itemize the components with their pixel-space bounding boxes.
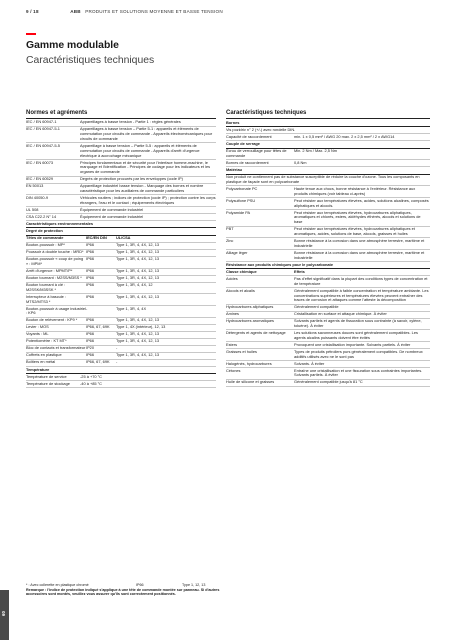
standards-table: [26, 120, 216, 221]
row-label: IEC / EN 60529: [26, 176, 54, 182]
table-cell: Type 1, 3R, 4, 4X, 12, 13: [116, 338, 160, 344]
table-row: [226, 276, 430, 288]
row-label: IEC / EN 60947-5-5: [26, 142, 60, 148]
table-row: [226, 361, 430, 368]
row-label: Capacité de raccordement: [226, 133, 272, 139]
row-label: Hydrocarbures aliphatiques: [226, 304, 274, 310]
table-row: [226, 186, 430, 198]
table-cell: IP66: [86, 317, 95, 323]
row-value: Peut résister aux températures élevées, hydrocarbures aliphatiques, aromatiques et chlorés, esters, aldéhydes éthérés, alcools et solutions de base: [294, 209, 421, 225]
table-cell: -: [86, 305, 88, 311]
row-label: Halogénés, hydrocarbures: [226, 360, 272, 366]
row-value: Véhicules routiers ; indices de protection (code IP) ; protection contre les corps étrangers, l'eau et le contact ; équipements électriques: [80, 194, 216, 205]
table-row: [26, 360, 216, 367]
footnote-label: * : Avec collerette en plastique chromé: [26, 583, 89, 587]
footnote-remark: Remarque : l'indice de protection indiqué s'applique à une tête de commande montée sur panneau. Si d'autres accessoires sont montés, veuillez vous assurer qu'ils sont correctement positionnés.: [26, 587, 220, 597]
table-cell: Levier : MOS: [26, 324, 49, 330]
table-cell: IP66: [86, 331, 95, 337]
table-row: [26, 143, 216, 160]
row-label: UL 508: [26, 206, 39, 212]
table-row: [226, 238, 430, 250]
chemical-heading: Résistance aux produits chimiques pour le polycarbonate: [226, 262, 430, 269]
col-header: UL/CSA: [116, 235, 131, 241]
table-cell: Bouton tournant à clé : M2SSK/M3SSK *: [26, 282, 66, 292]
table-cell: IP66: [86, 249, 95, 255]
row-value: Équipement de commande industriel: [80, 206, 144, 212]
row-label: Amines: [226, 311, 239, 317]
couple-table: [226, 149, 430, 168]
row-value: Bonne résistance à la corrosion dans une atmosphère terrestre, maritime et industrielle: [294, 249, 425, 260]
protection-heading: Degré de protection: [26, 228, 216, 235]
materiau-intro: Non produit ne contiennent pas de substance susceptible de réduire la couche d'ozone. Tous les composants en plastique de façade sont en polycarbonate: [226, 175, 430, 187]
table-row: [26, 195, 216, 207]
row-label: IEC / EN 60947-5-1: [26, 126, 60, 132]
table-cell: Boîtiers en métal: [26, 359, 56, 365]
row-value: Principes fondamentaux et de sécurité pour l'interface homme-machine, le marquage et l'identification - Principes de codage pour les indicateurs et les organes de commande: [80, 159, 211, 175]
page-side-tab: [0, 590, 9, 640]
row-label: Esters: [226, 341, 238, 347]
table-row: [226, 160, 430, 167]
page-header: [26, 9, 223, 14]
row-label: Polyamide PA: [226, 209, 251, 215]
bornes-heading: Bornes: [226, 120, 430, 127]
row-value: Haute tenue aux chocs, bonne résistance à l'extérieur. Résistance aux produits chimiques (voir tableau ci-après): [294, 186, 416, 196]
table-row: [26, 127, 216, 144]
row-label: EN 50013: [26, 183, 44, 189]
row-value: Min. 2 Nm / Max. 2,5 Nm: [294, 148, 338, 154]
table-row: [26, 381, 216, 388]
table-cell: Type 1, 3R, 4, 4X, 12, 13: [116, 352, 160, 358]
row-value: Bonne résistance à la corrosion dans une atmosphère terrestre, maritime et industrielle: [294, 238, 425, 248]
row-value: -25 à +70 °C: [80, 373, 102, 379]
table-row: [26, 214, 216, 221]
row-label: DIN 40050-9: [26, 194, 49, 200]
footnote: [26, 583, 226, 597]
row-value: Types de produits pétroliers purs généralement compatibles. De nombreux additifs utilisés avec ne le sont pas: [294, 348, 423, 359]
row-label: Cétones: [226, 367, 241, 373]
row-label: Bornes de raccordement: [226, 159, 269, 165]
row-label: Détergents et agents de nettoyage: [226, 330, 286, 336]
table-cell: Type 1, 4X (intérieur), 12, 13: [116, 324, 166, 330]
table-row: [26, 184, 216, 196]
row-value: Solvants partiels et agents de fissuration sous contrainte (à savoir, xylène, toluène). À éviter: [294, 318, 422, 329]
row-value: Généralement compatible: [294, 304, 339, 310]
row-label: Température de stockage: [26, 380, 70, 386]
footnote-row: [26, 583, 226, 588]
chemical-table: [226, 276, 430, 386]
table-row: [26, 257, 216, 269]
accent-bar: [26, 33, 36, 35]
table-row: [226, 250, 430, 262]
row-value: Les solutions savonneuses douces sont généralement compatibles. Les agents alcalins puissants doivent être évités: [294, 330, 418, 340]
table-cell: -: [116, 359, 118, 365]
table-cell: IP66: [86, 293, 95, 299]
row-value: Appareillage à basse tension – Partie 5-5 : appareils et éléments de commutation pour circuits de commande - Appareils d'arrêt d'urgence électrique à accrochage mécanique: [80, 142, 200, 158]
temperature-table: [26, 374, 216, 388]
brand-name: ABB: [70, 9, 81, 14]
row-label: Huile de silicone et graisses: [226, 379, 275, 385]
table-cell: Type 1, 3R, 4, 4X, 12, 13: [116, 268, 160, 274]
table-cell: IP66, 67, 69K: [86, 359, 110, 365]
page-subtitle: Caractéristiques techniques: [26, 55, 155, 66]
table-cell: Type 1, 3R, 4, 4X, 12: [116, 282, 153, 288]
table-cell: Type 1, 3R, 4, 4X: [116, 305, 147, 311]
couple-heading: Couple de serrage: [226, 141, 430, 148]
page-title: Gamme modulable: [26, 40, 119, 51]
row-label: CSA C22.2 N° 14: [26, 213, 57, 219]
table-cell: Type 1, 3R, 4, 4X, 12, 13: [116, 331, 160, 337]
table-row: [226, 349, 430, 361]
row-label: Température de service: [26, 373, 67, 379]
materiau-heading: Matériau: [226, 167, 430, 174]
table-cell: Type 1, 3R, 4, 4X, 12, 13: [116, 293, 160, 299]
row-value: Pas d'effet significatif dans la plupart des conditions types de concentration et de température: [294, 275, 428, 286]
row-label: Alcools et alcalis: [226, 287, 255, 293]
row-value: Provoquent une cristallisation importante. Solvants partiels. À éviter: [294, 341, 411, 347]
footnote-type: Type 1, 12, 13: [182, 583, 206, 587]
table-cell: Bloc de contacts et transformateur: [26, 345, 86, 351]
row-label: Zinc: [226, 238, 234, 243]
table-cell: Type 1, 3R, 4, 4X, 12, 13: [116, 317, 160, 323]
row-label: Acides: [226, 275, 238, 281]
col-header: Classe chimique: [226, 268, 257, 274]
table-cell: IP66: [86, 256, 95, 262]
table-cell: Bouton-poussoir à usage industriel : KP6: [26, 305, 86, 316]
footnote-ip: IP66: [136, 583, 144, 587]
table-cell: Poussoir à double touche : MRD*: [26, 249, 84, 255]
row-label: PBT: [226, 226, 234, 232]
section-title: PRODUITS ET SOLUTIONS MOYENNE ET BASSE TENSION: [85, 9, 223, 14]
table-cell: Bouton de relèvement : KP9 *: [26, 317, 78, 323]
row-label: IEC / EN 60947-1: [26, 119, 57, 125]
row-value: Entraîne une cristallisation et une fissuration sous contraintes importantes. Solvants partiels. À éviter: [294, 367, 423, 378]
row-label: Écrou de verrouillage pour têtes de commande: [226, 148, 287, 158]
table-cell: Type 1, 3R, 4, 4X, 12, 13: [116, 256, 160, 262]
table-cell: IP66: [86, 242, 95, 248]
table-row: [26, 207, 216, 214]
row-value: Appareillages à basse tension - Partie 1 : règles générales: [80, 119, 181, 125]
table-cell: -: [116, 345, 118, 351]
table-cell: IP66: [86, 338, 95, 344]
table-row: [26, 306, 216, 318]
table-cell: Voyants : ML: [26, 331, 49, 337]
row-value: Solvants. À éviter: [294, 360, 325, 366]
table-row: [26, 283, 216, 295]
row-value: Peut résister aux températures élevées, acides, solutions alcalines, composés aliphatiques et alcools.: [294, 197, 429, 208]
table-cell: Bouton-poussoir « coup de poing » : MPM*: [26, 256, 84, 267]
table-cell: IP66: [86, 352, 95, 358]
table-cell: IP66: [86, 275, 95, 281]
materiau-table: [226, 186, 430, 261]
env-heading: Caractéristiques environnementales: [26, 221, 216, 228]
col-header: Têtes de commande: [26, 235, 64, 241]
row-value: Généralement compatible jusqu'à 81 °C: [294, 379, 363, 385]
table-row: [226, 288, 430, 305]
table-cell: Type 1, 3R, 4, 4X, 12, 13: [116, 242, 160, 248]
row-value: Appareillage industriel basse tension - Marquage des bornes et nombre caractéristique pour les auxiliaires de commande particuliers: [80, 183, 204, 193]
right-column: [226, 111, 430, 387]
table-cell: Bouton tournant : M2SS/M3SS *: [26, 275, 82, 281]
row-label: Alliage léger: [226, 249, 248, 255]
row-value: 0,8 Nm: [294, 159, 307, 165]
col-header: Effets: [294, 268, 305, 274]
table-row: [226, 149, 430, 161]
table-row: [226, 330, 430, 342]
row-value: Peut résister aux températures élevées, hydrocarbures aliphatiques et aromatiques, acides, solutions de base, alcools, graisses et huiles: [294, 226, 415, 237]
row-value: Appareillages à basse tension – Partie 5-1 : appareils et éléments de commutation pour circuits de commande - Appareils électromécaniques pour circuits de commande: [80, 126, 213, 141]
temperature-heading: Température: [26, 367, 216, 374]
table-cell: Type 1, 3R, 4, 4X, 12, 13: [116, 275, 160, 281]
table-cell: IP20: [86, 345, 95, 351]
row-label: Graisses et huiles: [226, 348, 257, 354]
table-cell: Arrêt d'urgence : MPMT/P*: [26, 268, 73, 274]
table-cell: Coffrets en plastique: [26, 352, 62, 358]
row-value: Cristallisation en surface et attaque chimique. À éviter: [294, 311, 387, 317]
page-number: 9 / 18: [26, 9, 39, 14]
bornes-intro: Vis pozidriv n° 2 (+/-) avec rondelle DIN.: [226, 127, 430, 134]
table-row: [226, 227, 430, 239]
table-cell: Bouton-poussoir : MP*: [26, 242, 65, 248]
side-tab-label: 60: [1, 611, 6, 616]
table-row: [226, 210, 430, 227]
technical-heading: Caractéristiques techniques: [226, 111, 430, 119]
table-cell: Type 1, 3R, 4, 4X, 12, 13: [116, 249, 160, 255]
row-label: Polysulfone PSU: [226, 197, 256, 203]
left-column: [26, 111, 216, 388]
table-row: [26, 160, 216, 177]
table-cell: IP66, 67, 69K: [86, 324, 110, 330]
table-row: [226, 319, 430, 331]
row-value: Généralement compatible à faible concentration et température ambiante. Les concentrations supérieures et températures élevées peuvent entraîner des traces de corrosion et attaques comme l'atteste la décomposition: [294, 287, 429, 303]
row-label: Hydrocarbures aromatiques: [226, 318, 275, 324]
col-header: IEC/EN DIN: [86, 235, 107, 241]
table-cell: IP66: [86, 282, 95, 288]
table-row: [226, 198, 430, 210]
row-label: IEC / EN 60073: [26, 159, 54, 165]
table-cell: IP66: [86, 268, 95, 274]
row-label: Polycarbonate PC: [226, 186, 258, 192]
table-cell: Interrupteur à bascule : MTS2/MTS3 *: [26, 293, 67, 304]
row-value: min. 1 x 0,5 mm² / AWG 20 max. 2 x 2,5 mm² / 2 x AWG14: [294, 133, 395, 139]
protection-table: [26, 243, 216, 367]
table-row: [226, 368, 430, 380]
row-value: -40 à +85 °C: [80, 380, 102, 386]
standards-heading: Normes et agréments: [26, 111, 216, 119]
table-row: [226, 380, 430, 387]
table-cell: Potentiomètre : KT MT*: [26, 338, 67, 344]
row-value: Degrés de protection procurés par les enveloppes (code IP): [80, 176, 183, 182]
table-row: [26, 294, 216, 306]
row-value: Équipement de commande industriel: [80, 213, 144, 219]
